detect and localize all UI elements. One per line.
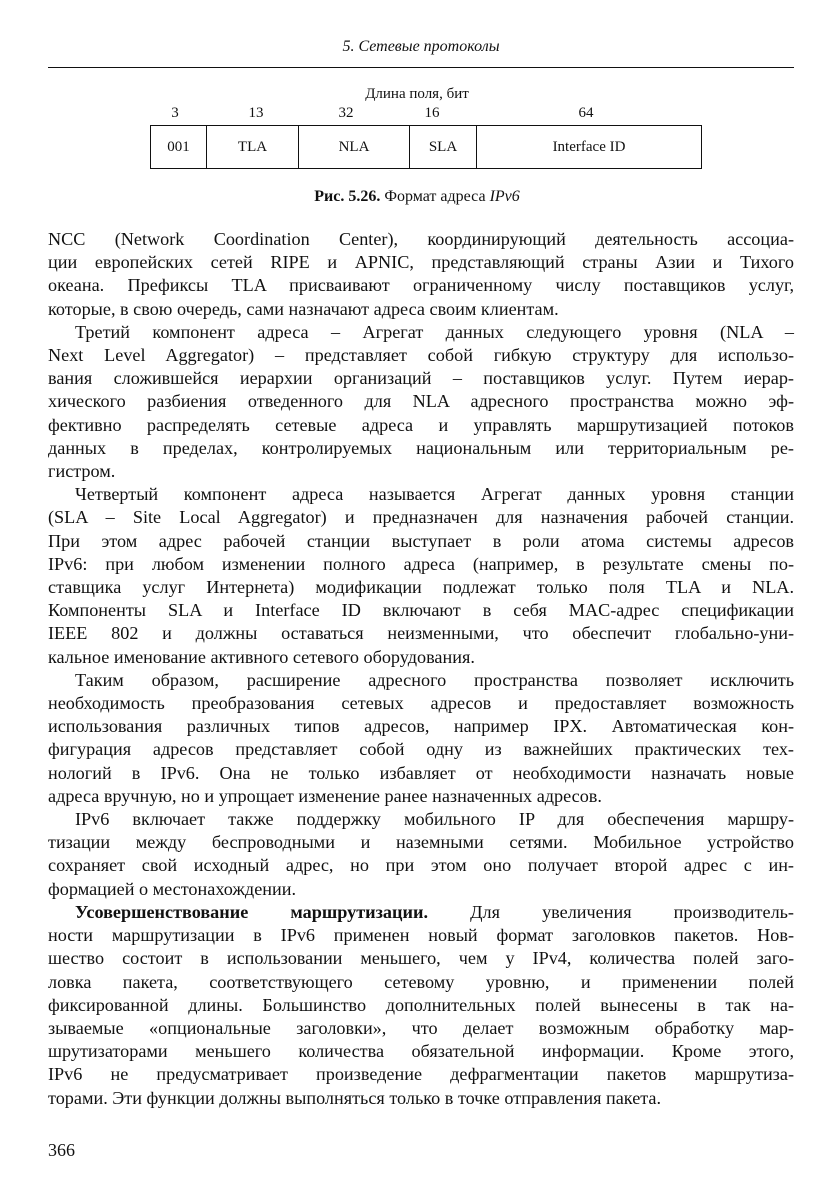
text-line: фективно распределять сетевые адреса и управлять маршрутизацией потоков — [48, 414, 794, 435]
page-number: 366 — [48, 1140, 75, 1160]
text-line: кальное именование активного сетевого оборудования. — [48, 646, 475, 667]
text-line: Третий компонент адреса – Агрегат данных следующего уровня (NLA – — [75, 321, 794, 342]
text-line: вания сложившейся иерархии организаций – поставщиков услуг. Путем иерар- — [48, 368, 794, 389]
text-line: фигурация адресов представляет собой одну из важнейших практических тех- — [48, 739, 794, 760]
text-line: Next Level Aggregator) – представляет собой гибкую структуру для использо- — [48, 345, 794, 366]
text-line: данных в пределах, контролируемых национальным или территориальным ре- — [48, 437, 794, 458]
text-line: (SLA – Site Local Aggregator) и предназначен для назначения рабочей станции. — [48, 507, 794, 528]
text-line: IEEE 802 и должны оставаться неизменными, что обеспечит глобально-уни- — [48, 623, 794, 644]
text-line: торами. Эти функции должны выполняться только в точке отправления пакета. — [48, 1087, 662, 1108]
field-cell-001: 001 — [151, 126, 207, 168]
text-line: хического разбиения отведенного для NLA адресного пространства можно эф- — [48, 391, 794, 412]
text-run: Для увеличения производитель- — [428, 901, 794, 922]
paragraph-3 — [48, 483, 794, 669]
body-text — [48, 228, 794, 1110]
figure-caption-text: Формат адреса — [384, 188, 490, 205]
text-line: ставщика услуг Интернета) модификации подлежат только поля TLA и NLA. — [48, 577, 794, 598]
field-cell-interface-id: Interface ID — [552, 138, 626, 155]
text-line: фиксированной длины. Большинство дополнительных полей вынесены в так на- — [48, 994, 794, 1015]
text-line: NCC (Network Coordination Center), координирующий деятельность ассоциа- — [48, 229, 794, 249]
text-line: использования различных типов адресов, например IPX. Автоматическая кон- — [48, 716, 794, 737]
text-line: Таким образом, расширение адресного пространства позволяет исключить — [75, 669, 794, 690]
text-line: океана. Префиксы TLA присваивают ограниченному числу поставщиков услуг, — [48, 275, 794, 296]
text-line: сохраняет свой исходный адрес, но при этом оно получает второй адрес с ин- — [48, 855, 794, 876]
text-line: IPv6 включает также поддержку мобильного IP для обеспечения маршру- — [75, 809, 794, 830]
text-line: ловка пакета, соответствующего сетевому уровню, и применении полей — [48, 971, 794, 992]
text-line: IPv6 не предусматривает произведение дефрагментации пакетов маршрутиза- — [48, 1064, 794, 1085]
field-cell-nla: NLA — [299, 126, 410, 168]
bit-width-nla: 32 — [338, 105, 354, 121]
bit-width-interface-id: 64 — [578, 105, 594, 121]
text-line: необходимость преобразования сетевых адресов и предоставляет возможность — [48, 693, 794, 714]
text-line: тизации между беспроводными и наземными сетями. Мобильное устройство — [48, 832, 794, 853]
figure-caption-label: Рис. 5.26. — [314, 188, 381, 205]
text-line: ности маршрутизации в IPv6 применен новый формат заголовков пакетов. Нов- — [48, 925, 794, 946]
text-line: гистром. — [48, 461, 116, 482]
text-line: Четвертый компонент адреса называется Агрегат данных уровня станции — [75, 484, 794, 505]
field-length-label: Длина поля, бит — [365, 86, 469, 102]
text-line: ции европейских сетей RIPE и APNIC, представляющий страны Азии и Тихого — [48, 252, 794, 273]
bit-width-tla: 13 — [248, 105, 264, 121]
run-in-heading: Усовершенствование маршрутизации. — [75, 901, 429, 922]
paragraph-2 — [48, 321, 794, 483]
header-rule — [48, 67, 794, 68]
text-line: нологий в IPv6. Она не только избавляет от необходимости назначать новые — [48, 762, 794, 783]
figure-caption — [0, 188, 834, 206]
bit-width-sla: 16 — [424, 105, 440, 121]
field-cell-tla: TLA — [207, 126, 299, 168]
paragraph-4 — [48, 669, 794, 808]
paragraph-6 — [48, 901, 794, 1110]
bit-width-001: 3 — [171, 105, 179, 121]
text-line: адреса вручную, но и упрощает изменение ранее назначенных адресов. — [48, 785, 602, 806]
text-line: При этом адрес рабочей станции выступает в роли атома системы адресов — [48, 530, 794, 551]
paragraph-5 — [48, 808, 794, 901]
field-cell-sla: SLA — [410, 126, 477, 168]
text-line — [48, 901, 794, 924]
paragraph-1 — [48, 228, 794, 321]
address-format-table — [150, 125, 702, 169]
running-title: 5. Сетевые протоколы — [342, 38, 500, 55]
text-line: шрутизаторами меньшего количества обязательной информации. Кроме этого, — [48, 1041, 794, 1062]
figure-caption-italic: IPv6 — [489, 188, 520, 205]
text-line: которые, в свою очередь, сами назначают адреса своим клиентам. — [48, 298, 559, 319]
text-line: Компоненты SLA и Interface ID включают в себя MAC-адрес спецификации — [48, 600, 794, 621]
text-line: формацией о местонахождении. — [48, 878, 297, 899]
text-line: шество состоит в использовании меньшего, чем у IPv4, количества полей заго- — [48, 948, 794, 969]
text-line: IPv6: при любом изменении полного адреса (например, в результате смены по- — [48, 553, 794, 574]
text-line: зываемые «опциональные заголовки», что делает возможным обработку мар- — [48, 1017, 794, 1038]
